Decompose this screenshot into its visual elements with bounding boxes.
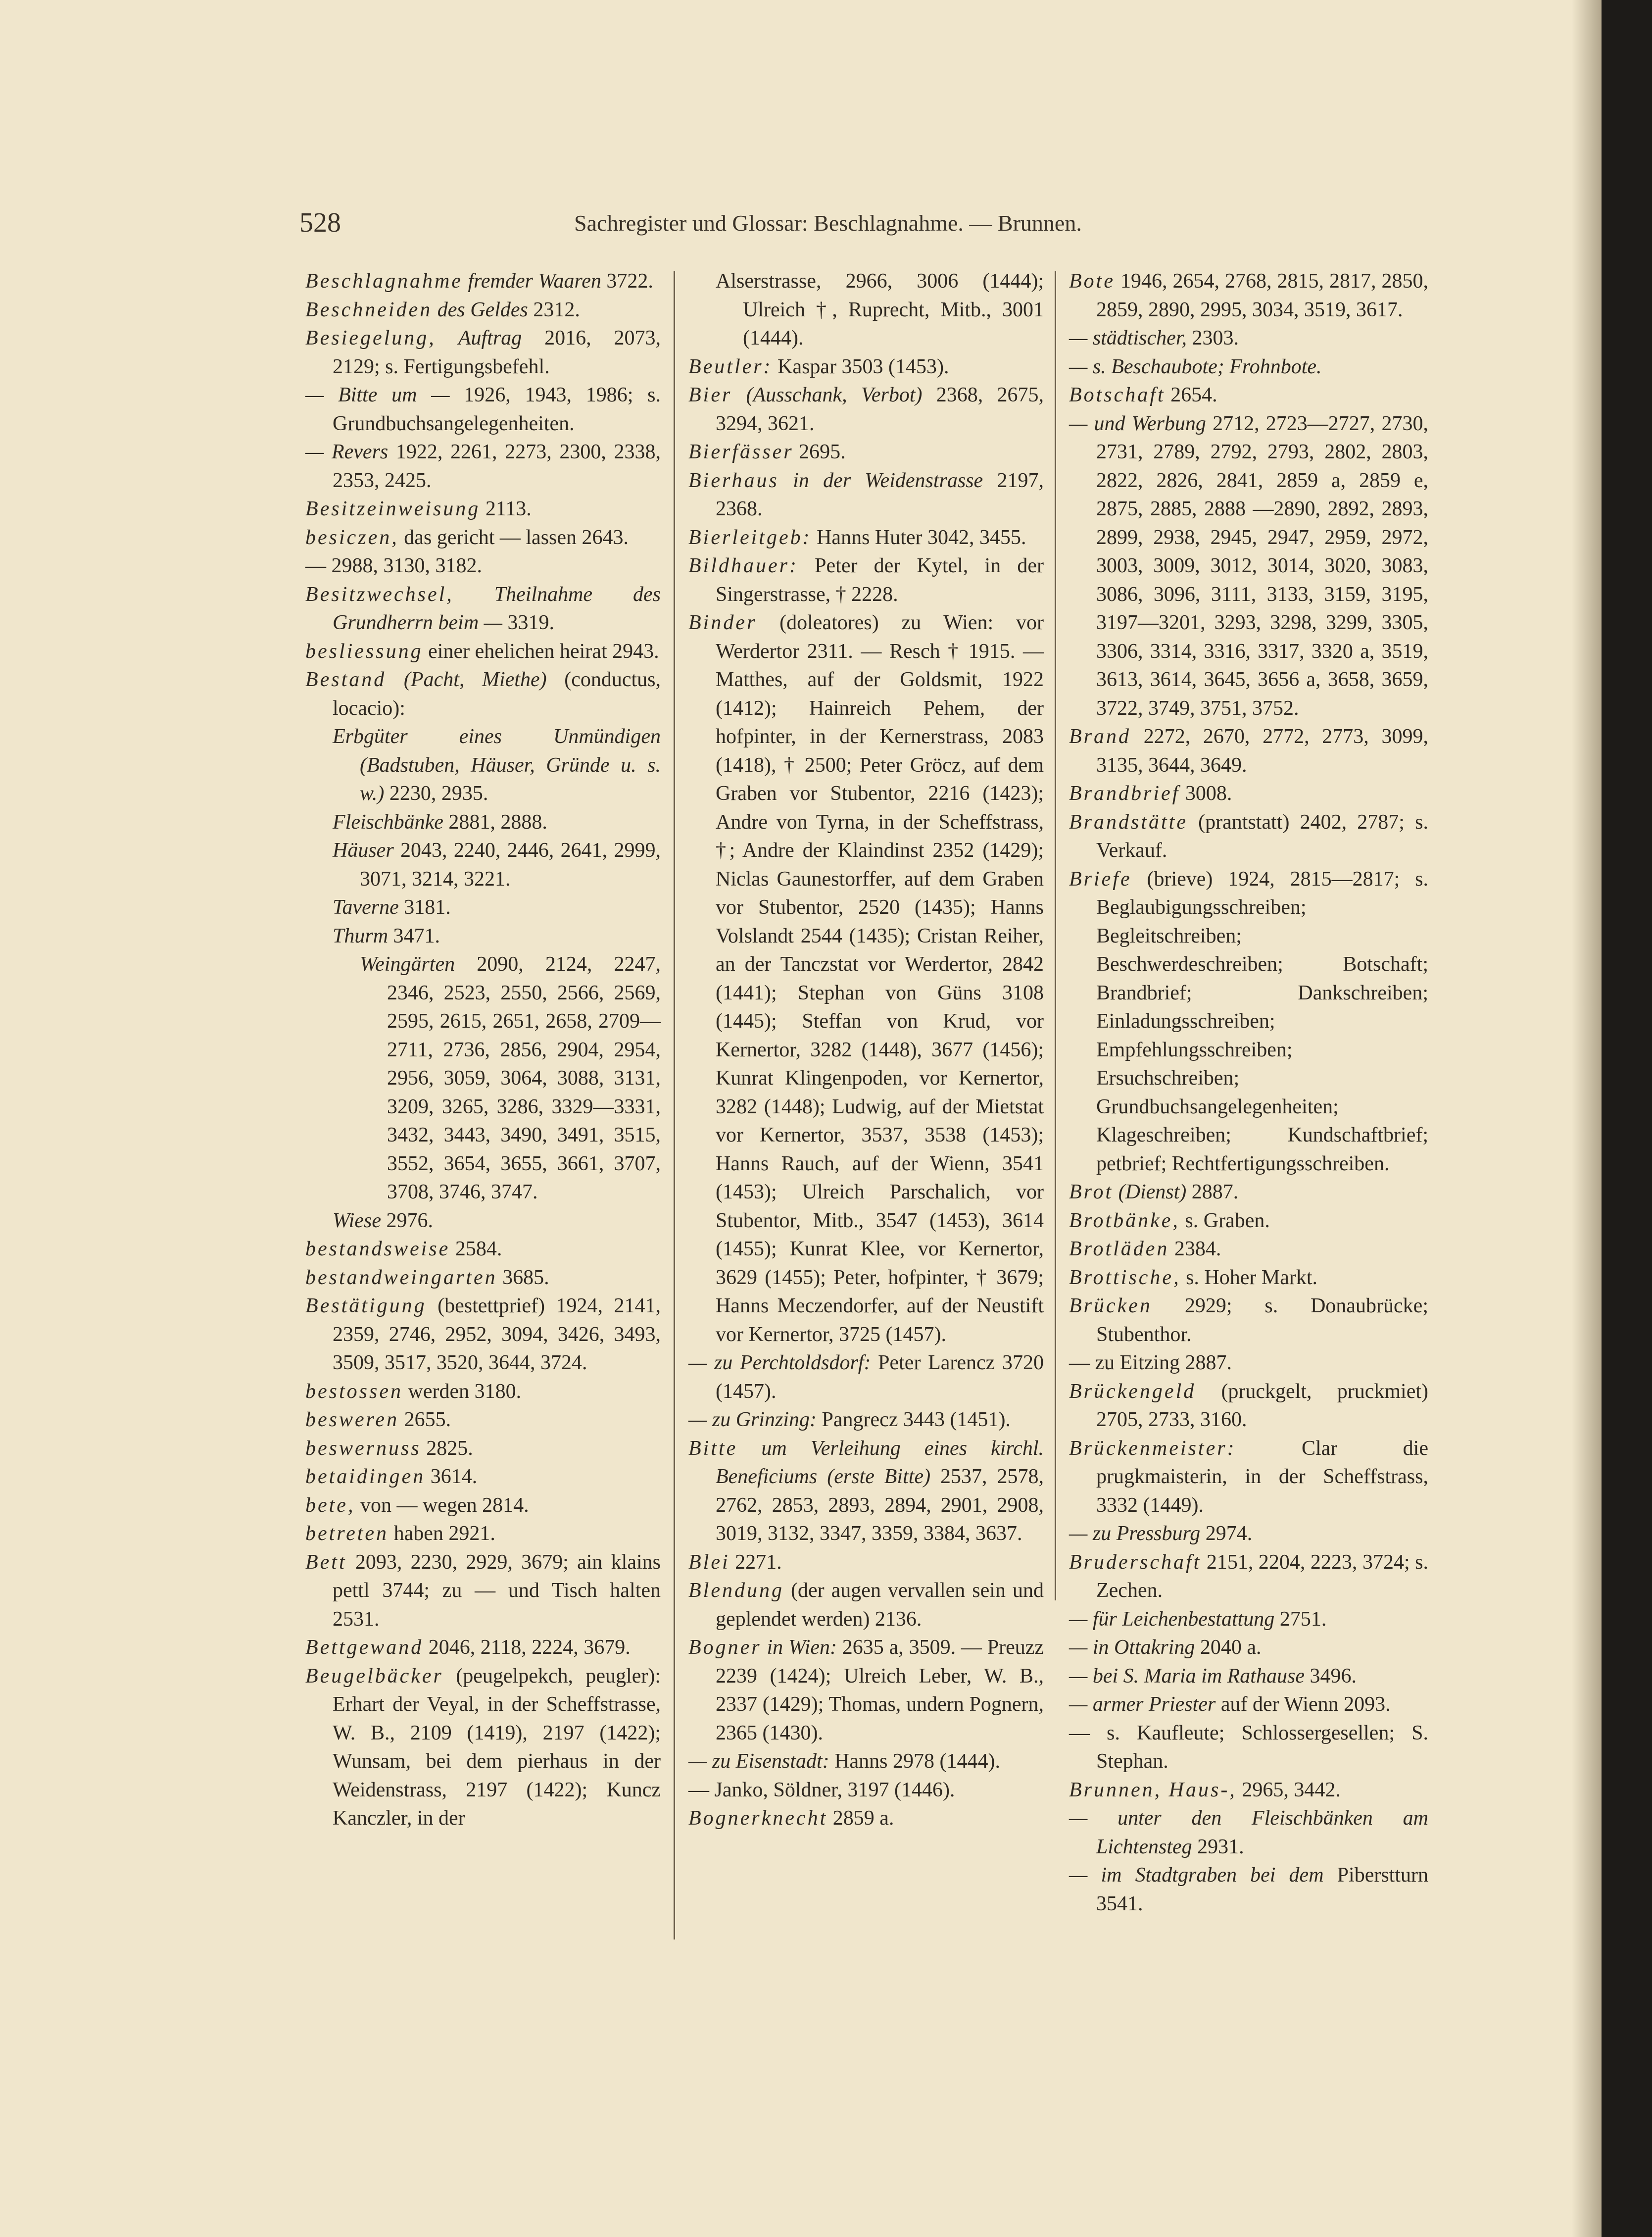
index-text: 2635 a, 3509. — Preuzz 2239 (1424); Ulreich Leber, W. B., 2337 (1429); Thomas, undern Pognern, 2365 (1430). [716,1636,1044,1744]
index-headword: Beugelbäcker [305,1664,443,1688]
index-headword: Brandstätte [1069,810,1188,834]
index-italic-text: Weingärten [360,953,455,976]
index-italic-text: (Pacht, Miethe) [386,668,547,691]
index-headword: Brunnen, Haus-, [1069,1778,1237,1801]
index-entry [1069,1349,1428,1378]
index-entry [688,1747,1044,1776]
index-entry [1069,865,1428,1179]
index-headword: bestossen [305,1380,403,1403]
index-headword: bestandweingarten [305,1266,497,1289]
index-text: auf der Wienn 2093. [1215,1693,1391,1716]
index-text: einer ehelichen heirat 2943. [423,640,659,663]
index-italic-text: Häuser [333,839,394,862]
index-entry [305,1548,661,1634]
index-headword: Brot [1069,1181,1114,1203]
index-headword: Brückengeld [1069,1380,1196,1403]
index-italic-text: — s. Beschaubote; Frohnbote. [1069,355,1322,378]
index-text: Kaspar 3503 (1453). [772,355,949,378]
index-text: 2271. [729,1550,782,1574]
index-headword: Blei [688,1550,730,1574]
index-text: (conductus, locacio): [333,668,661,720]
index-entry [305,1378,661,1406]
index-text: Hanns Huter 3042, 3455. [811,526,1026,549]
index-headword: Brandbrief [1069,782,1180,805]
index-text: Piberstturn 3541. [1096,1864,1428,1915]
index-entry [305,1520,661,1548]
index-entry [305,1207,661,1236]
index-text: Clar die prugkmaisterin, in der Scheffstrass, 3332 (1449). [1096,1437,1428,1517]
index-entry [1069,324,1428,353]
index-headword: Bote [1069,270,1115,293]
index-entry [688,438,1044,467]
index-entry [305,1662,661,1833]
index-text: 2046, 2118, 2224, 3679. [423,1636,631,1659]
index-entry [305,1491,661,1520]
index-entry [688,353,1044,382]
index-entry [305,894,661,922]
index-text: 2151, 2204, 2223, 3724; s. Zechen. [1096,1550,1428,1602]
index-entry [688,467,1044,524]
index-text: — zu Eitzing 2887. [1069,1351,1232,1374]
index-italic-text: in der Weidenstrasse [778,469,983,492]
index-entry [1069,1861,1428,1918]
index-text: 3614. [425,1465,478,1488]
index-entry [305,922,661,951]
index-text: 2537, 2578, 2762, 2853, 2893, 2894, 2901, 2908, 3019, 3132, 3347, 3359, 3384, 3637. [716,1465,1044,1545]
index-italic-text: — zu Grinzing: [688,1408,817,1431]
index-entry [1069,723,1428,780]
index-entry [1069,1605,1428,1634]
index-text: 2881, 2888. [443,810,547,834]
index-entry [1069,1719,1428,1776]
index-text: 2584. [450,1238,502,1260]
index-headword: Bruderschaft [1069,1550,1202,1574]
index-entry [1069,1634,1428,1662]
index-entry [305,1634,661,1662]
index-text: 2016, 2073, 2129; s. Fertigungsbefehl. [333,327,661,378]
index-entry [305,1292,661,1378]
index-headword: bete, [305,1493,355,1517]
index-text: 2384. [1169,1238,1221,1260]
index-headword: besweren [305,1408,399,1431]
index-headword: Bognerknecht [688,1807,828,1830]
index-text: Pangrecz 3443 (1451). [817,1408,1011,1431]
index-entry [1069,1235,1428,1264]
index-entry [1069,1435,1428,1520]
index-headword: Bitte [688,1437,738,1460]
index-headword: Briefe [1069,867,1132,891]
index-entry [305,296,661,325]
column-divider-2 [1055,271,1056,1600]
index-text: 1922, 2261, 2273, 2300, 2338, 2353, 2425. [333,441,661,492]
index-italic-text: des Geldes [432,298,528,321]
index-entry [305,495,661,524]
index-italic-text: Taverne [333,896,399,919]
index-text: (doleatores) zu Wien: vor Werdertor 2311. — Resch † 1915. — Matthes, auf der Goldsmit, 1922 (1412); Hainreich Pehem, der hofpinter, in der Kernerstrass, 2083 (1418), † 2500; Peter Gröcz, auf dem Graben vor Stubentor, 2216 (1423); Andre von Tyrna, in der Scheffstrass, †; Andre der Klaindinst 2352 (1429); Niclas Gaunestorffer, auf dem Graben vor Stubentor, 2520 (1435); Hanns Volslandt 2544 (1435); Cristan Reiher, an der Tanczstat vor Werdertor, 2842 (1441); Stephan von Güns 3108 (1445); Steffan von Krud, vor Kernertor, 3282 (1448), 3677 (1456); Kunrat Klingenpoden, vor Kernertor, 3282 (1448); Ludwig, auf der Mietstat vor Kernertor, 3537, 3538 (1453); Hanns Rauch, auf der Wienn, 3541 (1453); Ulreich Parschalich, vor Stubentor, Mitb., 3547 (1453), 3614 (1455); Kunrat Klee, vor Kernertor, 3629 (1455); Peter, hofpinter, † 3679; Hanns Meczendorfer, auf der Neustift vor Kernertor, 3725 (1457). [716,611,1044,1346]
index-italic-text: (Dienst) [1113,1181,1187,1203]
index-text: 2090, 2124, 2247, 2346, 2523, 2550, 2566, 2569, 2595, 2615, 2651, 2658, 2709—2711, 2736, 2856, 2904, 2954, 2956, 3059, 3064, 3088, 3131, 3209, 3265, 3286, 3329—3331, 3432, 3443, 3490, 3491, 3515, 3552, 3654, 3655, 3661, 3707, 3708, 3746, 3747. [387,953,661,1203]
index-entry [1069,1690,1428,1719]
index-text: 1926, 1943, 1986; s. Grundbuchsangelegenheiten. [333,384,661,435]
index-italic-text: — unter den Fleischbänken am Lichtensteg [1069,1807,1428,1858]
index-headword: besiczen, [305,526,399,549]
index-text: 2929; s. Donaubrücke; Stubenthor. [1096,1294,1428,1346]
index-column-3 [1069,267,1428,1918]
index-text: haben 2921. [389,1522,495,1545]
index-text: 2368, 2675, 3294, 3621. [716,384,1044,435]
index-entry [1069,353,1428,382]
index-entry [1069,1776,1428,1805]
index-entry [1069,808,1428,865]
index-italic-text: — zu Pressburg [1069,1522,1201,1545]
index-text: 2695. [793,441,846,463]
index-italic-text: — Revers [305,441,389,463]
index-entry [1069,1520,1428,1548]
index-text: 2093, 2230, 2929, 3679; ain klains pettl 3744; zu — und Tisch halten 2531. [333,1550,661,1631]
index-italic-text: Auftrag [436,327,522,349]
index-headword: Beschlagnahme [305,270,463,293]
index-text: 2040 a. [1195,1636,1262,1659]
index-entry [688,267,1044,353]
index-italic-text: — in Ottakring [1069,1636,1195,1659]
index-headword: Beschneiden [305,298,433,321]
index-headword: Bestätigung [305,1294,427,1317]
index-headword: Botschaft [1069,384,1166,406]
index-headword: Bettgewand [305,1636,424,1659]
index-entry [305,1264,661,1292]
index-text: 2272, 2670, 2772, 2773, 3099, 3135, 3644, 3649. [1096,725,1428,777]
index-text: 2887. [1186,1181,1239,1203]
index-headword: Bierhaus [688,469,779,492]
index-entry [688,524,1044,552]
index-italic-text: — bei S. Maria im Rathause [1069,1664,1305,1688]
index-headword: Bierleitgeb: [688,526,812,549]
index-text: 2751. [1274,1607,1327,1631]
index-entry [305,950,661,1207]
index-entry [1069,1662,1428,1691]
index-headword: Brand [1069,725,1131,748]
index-text: (pruckgelt, pruckmiet) 2705, 2733, 3160. [1096,1380,1428,1431]
index-italic-text: — für Leichenbestattung [1069,1607,1275,1631]
index-entry [688,1634,1044,1747]
index-column-2 [688,267,1044,1833]
index-italic-text: — zu Eisenstadt: [688,1750,829,1773]
index-text: (brieve) 1924, 2815—2817; s. Beglaubigungsschreiben; Begleitschreiben; Beschwerdeschreiben; Botschaft; Brandbrief; Dankschreiben; Einladungsschreiben; Empfehlungsschreiben; Ersuchschreiben; Grundbuchsangelegenheiten; Klageschreiben; Kundschaftbrief; petbrief; Rechtfertigungsschreiben. [1096,867,1428,1175]
index-entry [1069,780,1428,808]
index-entry [305,666,661,723]
index-text: 2859 a. [827,1807,894,1830]
index-entry [1069,381,1428,410]
index-text: von — wegen 2814. [355,1493,529,1517]
index-entry [688,609,1044,1349]
index-entry [1069,1207,1428,1236]
index-entry [305,1463,661,1491]
index-text: 2712, 2723—2727, 2730, 2731, 2789, 2792, 2793, 2802, 2803, 2822, 2826, 2841, 2859 a, 2859 e, 2875, 2885, 2888 —2890, 2892, 2893, 2899, 2938, 2945, 2947, 2959, 2972, 3003, 3009, 3012, 3014, 3020, 3083, 3086, 3096, 3111, 3133, 3159, 3195, 3197—3201, 3293, 3298, 3299, 3305, 3306, 3314, 3316, 3317, 3320 a, 3519, 3613, 3614, 3645, 3656 a, 3658, 3659, 3722, 3749, 3751, 3752. [1096,412,1428,720]
index-entry [1069,1804,1428,1861]
index-italic-text: Wiese [333,1209,381,1232]
index-text: (prantstatt) 2402, 2787; s. Verkauf. [1096,810,1428,862]
index-text: s. Graben. [1179,1209,1270,1232]
index-entry [1069,410,1428,723]
index-headword: Brottische, [1069,1266,1181,1289]
index-italic-text: — armer Priester [1069,1693,1216,1716]
index-italic-text: — im Stadtgraben bei dem [1069,1864,1324,1887]
index-text: 2197, 2368. [716,469,1044,520]
index-headword: Blendung [688,1579,784,1602]
index-italic-text: Erbgüter eines Unmündigen (Badstuben, Häuser, Gründe u. s. w.) [333,725,661,805]
index-entry [688,1776,1044,1805]
index-headword: betaidingen [305,1465,426,1488]
index-text: 2825. [421,1437,473,1460]
index-italic-text: — städtischer, [1069,327,1187,349]
index-text: das gericht — lassen 2643. [398,526,629,549]
index-text: Alserstrasse, 2966, 3006 (1444); Ulreich †, Ruprecht, Mitb., 3001 (1444). [716,270,1044,349]
index-text: (peugelpekch, peugler): Erhart der Veyal, in der Scheffstrasse, W. B., 2109 (1419), 2197 (1422); Wunsam, bei dem pierhaus in der Weidenstrass, 2197 (1422); Kuncz Kanczler, in der [333,1664,661,1830]
index-headword: Bierfässer [688,441,794,463]
index-text: 2303. [1187,327,1239,349]
index-italic-text: Theilnahme des Grundherrn beim — [333,583,661,634]
index-text: 2965, 3442. [1236,1778,1341,1801]
index-entry [305,1435,661,1463]
index-italic-text: fremder Waaren [462,270,601,293]
index-text: s. Hoher Markt. [1180,1266,1318,1289]
index-headword: beswernuss [305,1437,421,1460]
index-italic-text: (Ausschank, Verbot) [732,384,923,406]
index-entry [305,552,661,581]
index-entry [305,381,661,438]
index-entry [305,438,661,495]
index-text: — 2988, 3130, 3182. [305,554,482,577]
index-headword: Binder [688,611,757,634]
index-italic-text: — und Werbung [1069,412,1206,435]
index-text: 3685. [497,1266,549,1289]
running-header [299,207,1117,237]
index-headword: Bier [688,384,732,406]
index-text: Peter Larencz 3720 (1457). [716,1351,1044,1403]
index-headword: Brotläden [1069,1238,1169,1260]
index-text: — Janko, Söldner, 3197 (1446). [688,1778,955,1801]
index-headword: Besiegelung, [305,327,436,349]
index-headword: Bildhauer: [688,554,798,577]
index-italic-text: Thurm [333,924,389,947]
index-entry [688,1804,1044,1833]
index-entry [305,1235,661,1264]
index-italic-text: — zu Perchtoldsdorf: [688,1351,871,1374]
index-headword: betreten [305,1522,389,1545]
index-headword: bestandsweise [305,1238,450,1260]
page-number: 528 [299,207,341,238]
index-headword: Brückenmeister: [1069,1437,1236,1460]
index-entry [1069,1548,1428,1605]
index-italic-text: um Verleihung eines kirchl. Beneficiums (erste Bitte) [716,1437,1044,1488]
index-entry [1069,1264,1428,1292]
index-entry [1069,1292,1428,1349]
index-text: 3722. [601,270,653,293]
index-entry [305,1406,661,1435]
index-entry [688,1406,1044,1435]
index-entry [1069,1378,1428,1435]
index-headword: Besitzeinweisung [305,497,481,520]
index-entry [305,723,661,808]
index-text: 2655. [399,1408,451,1431]
index-column-1 [305,267,661,1833]
index-text: werden 3180. [403,1380,522,1403]
index-entry [305,808,661,837]
index-text: 3471. [388,924,440,947]
index-text: 2976. [381,1209,433,1232]
index-text: (der augen vervallen sein und geplendet werden) 2136. [716,1579,1044,1631]
index-entry [688,1349,1044,1406]
index-entry [1069,1178,1428,1207]
index-text: — s. Kaufleute; Schlossergesellen; S. Stephan. [1069,1721,1428,1773]
index-text: 2931. [1192,1835,1244,1858]
running-title: Sachregister und Glossar: Beschlagnahme. — Brunnen. [574,210,1082,236]
column-divider-1 [674,271,675,1939]
index-text: 2974. [1200,1522,1253,1545]
index-headword: besliessung [305,640,423,663]
index-entry [688,1577,1044,1634]
index-entry [688,552,1044,609]
index-entry [305,324,661,381]
index-text: 1946, 2654, 2768, 2815, 2817, 2850, 2859, 2890, 2995, 3034, 3519, 3617. [1096,270,1428,321]
index-entry [305,581,661,638]
index-italic-text: in Wien: [761,1636,837,1659]
index-headword: Bogner [688,1636,762,1659]
index-text: 2043, 2240, 2446, 2641, 2999, 3071, 3214, 3221. [360,839,661,891]
index-text: 2230, 2935. [384,782,488,805]
index-text: 2113. [480,497,532,520]
index-entry [305,837,661,894]
index-text: Peter der Kytel, in der Singerstrasse, † 2228. [716,554,1044,606]
index-headword: Besitzwechsel, [305,583,454,606]
index-italic-text: — Bitte um — [305,384,450,406]
index-headword: Brücken [1069,1294,1152,1317]
index-text: (bestettprief) 1924, 2141, 2359, 2746, 2952, 3094, 3426, 3493, 3509, 3517, 3520, 3644, 3724. [333,1294,661,1374]
index-headword: Brotbänke, [1069,1209,1180,1232]
index-text: 3319. [502,611,554,634]
index-entry [305,638,661,666]
page-edge-shadow [1572,0,1602,2237]
index-entry [688,1435,1044,1548]
index-entry [688,381,1044,438]
index-italic-text: Fleischbänke [333,810,443,834]
index-text: 3008. [1180,782,1232,805]
index-text: 2312. [528,298,580,321]
index-headword: Bett [305,1550,347,1574]
index-entry [305,267,661,296]
index-text: 3181. [398,896,451,919]
index-text: 3496. [1304,1664,1357,1688]
index-entry [1069,267,1428,324]
index-text: Hanns 2978 (1444). [829,1750,1000,1773]
index-headword: Beutler: [688,355,773,378]
index-entry [305,524,661,552]
index-entry [688,1548,1044,1577]
index-headword: Bestand [305,668,387,691]
index-text: 2654. [1165,384,1217,406]
